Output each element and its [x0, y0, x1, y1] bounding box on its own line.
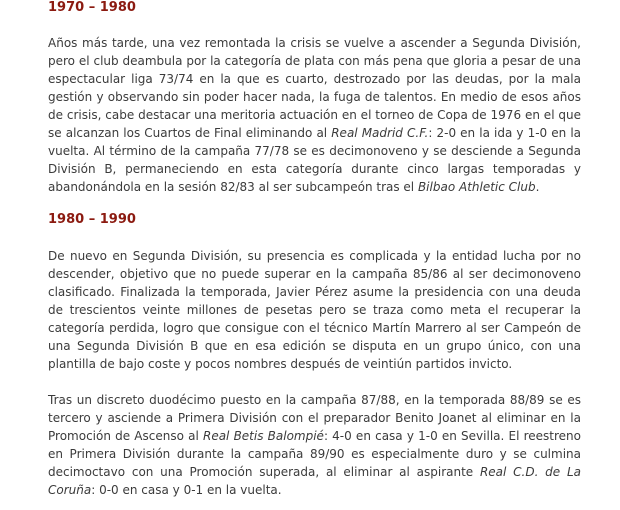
paragraph-1980-1990-first — [48, 247, 581, 373]
text-run: : 0-0 en casa y 0-1 en la vuelta. — [91, 483, 282, 497]
text-run: : 2-0 en la ida y 1-0 en la vuelta. Al término de la campaña 77/78 se es decimonoveno y se desciende a Segunda División B, permaneciendo en esta categoría durante cinco largas temporadas y abandonándola en la sesión 82/83 al ser subcampeón tras el — [48, 126, 581, 194]
paragraph-1980-1990-second — [48, 391, 581, 499]
text-run: : 4-0 en casa y 1-0 en Sevilla. El reestreno en Primera División durante la campaña 89/90 es especialmente duro y se culmina decimoctavo con una Promoción superada, al eliminar al aspirante — [48, 429, 581, 479]
club-name: Real Madrid C.F. — [331, 126, 429, 140]
club-name: Real Betis Balompié — [202, 429, 324, 443]
section-heading-1970-1980: 1970 – 1980 — [48, 0, 136, 15]
text-run: Tras un discreto duodécimo puesto en la campaña 87/88, en la temporada 88/89 se es tercero y asciende a Primera División con el preparador Benito Joanet al eliminar en la Promoción de Ascenso al — [48, 393, 581, 443]
section-heading-1980-1990: 1980 – 1990 — [48, 212, 136, 227]
club-name: Real C.D. de La Coruña — [48, 465, 581, 497]
text-run: Años más tarde, una vez remontada la crisis se vuelve a ascender a Segunda División, pero el club deambula por la categoría de plata con más pena que gloria a pesar de una espectacular liga 73/74 en la que es cuarto, destrozado por las deudas, por la mala gestión y observando sin poder hacer nada, la fuga de talentos. En medio de esos años de crisis, cabe destacar una meritoria actuación en el torneo de Copa de 1976 en el que se alcanzan los Cuartos de Final eliminando al — [48, 36, 581, 140]
text-run: De nuevo en Segunda División, su presencia es complicada y la entidad lucha por no descender, objetivo que no puede superar en la campaña 85/86 al ser decimonoveno clasificado. Finalizada la temporada, Javier Pérez asume la presidencia con una deuda de trescientos veinte millones de pesetas pero se traza como meta el recuperar la categoría perdida, logro que consigue con el técnico Martín Marrero al ser Campeón de una Segunda División B que en esa edición se disputa en un grupo único, con una plantilla de bajo coste y pocos nombres después de veintiún partidos invicto. — [48, 249, 581, 371]
club-name: Bilbao Athletic Club — [417, 180, 536, 194]
text-run: . — [535, 180, 540, 194]
paragraph-1970-1980 — [48, 34, 581, 196]
